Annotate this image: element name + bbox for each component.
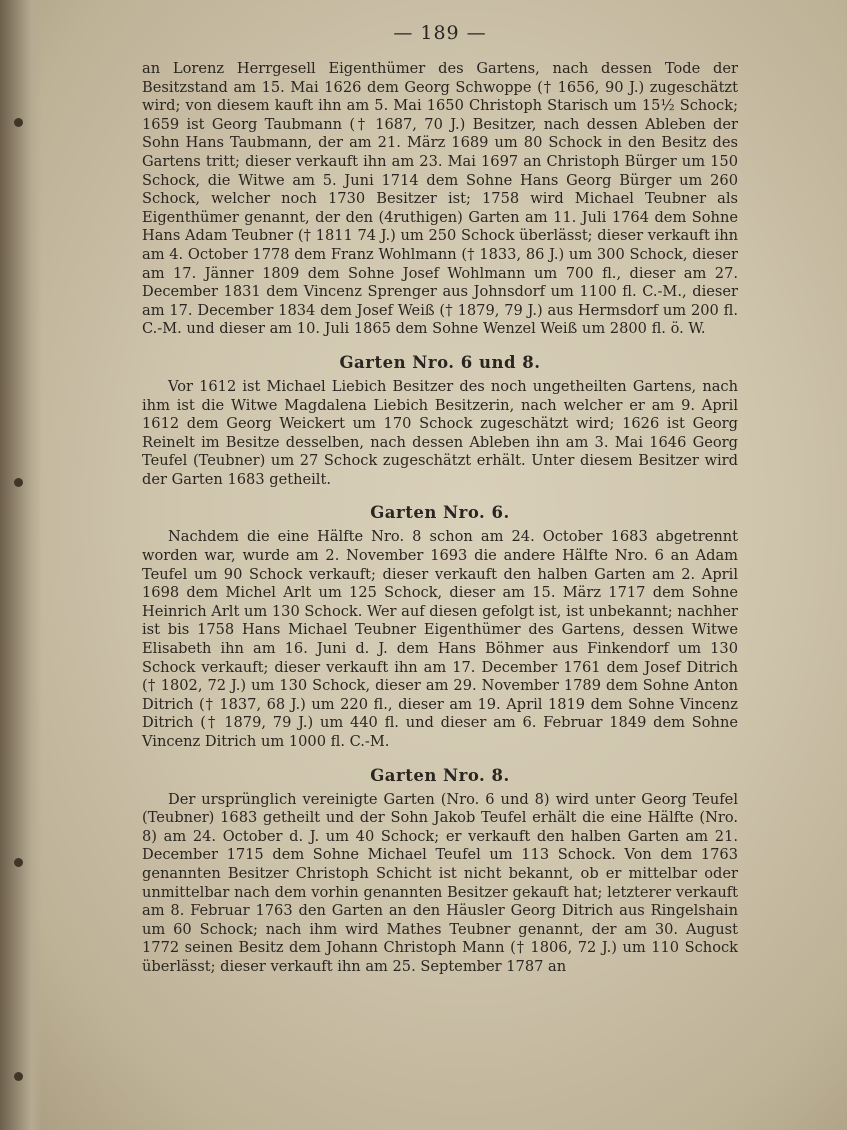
binding-hole [14, 478, 23, 487]
section-heading-garten-6-und-8: Garten Nro. 6 und 8. [339, 352, 541, 372]
section-text-garten-6-und-8: Vor 1612 ist Michael Liebich Besitzer des noch ungetheilten Gartens, nach ihm ist die Witwe Magdalena Liebich Besitzerin, nach welcher er am 9. April 1612 dem Georg Weickert um 170 Schock zugeschätzt wird; 1626 ist Georg Reinelt im Besitze desselben, nach dessen Ableben ihn am 3. Mai 1646 Georg Teufel (Teubner) um 27 Schock zugeschätzt erhält. Unter diesem Besitzer wird der Garten 1683 getheilt. [142, 377, 738, 488]
binding-hole [14, 858, 23, 867]
section-heading-garten-6: Garten Nro. 6. [370, 503, 510, 523]
page-number: — 189 — [393, 22, 487, 44]
section-text-garten-8: Der ursprünglich vereinigte Garten (Nro. 6 und 8) wird unter Georg Teufel (Teubner) 1683 getheilt und der Sohn Jakob Teufel erhält die eine Hälfte (Nro. 8) am 24. October d. J. um 40 Schock; er verkauft den halben Garten am 21. December 1715 dem Sohne Michael Teufel um 113 Schock. Von dem 1763 genannten Besitzer Christoph Schicht ist nicht bekannt, ob er mittelbar oder unmittelbar nach dem vorhin genannten Besitzer gekauft hat; letzterer verkauft am 8. Februar 1763 den Garten an den Häusler Georg Ditrich aus Ringelshain um 60 Schock; nach ihm wird Mathes Teubner genannt, der am 30. August 1772 seinen Besitz dem Johann Christoph Mann († 1806, 72 J.) um 110 Schock überlässt; dieser verkauft ihn am 25. September 1787 an [142, 790, 738, 975]
page-content [142, 22, 738, 977]
book-spine [0, 0, 42, 1130]
binding-hole [14, 118, 23, 127]
section-heading-garten-8: Garten Nro. 8. [370, 765, 510, 785]
section-text-garten-6: Nachdem die eine Hälfte Nro. 8 schon am 24. October 1683 abgetrennt worden war, wurde am 2. November 1693 die andere Hälfte Nro. 6 an Adam Teufel um 90 Schock verkauft; dieser verkauft den halben Garten am 2. April 1698 dem Michel Arlt um 125 Schock, dieser am 15. März 1717 dem Sohne Heinrich Arlt um 130 Schock. Wer auf diesen gefolgt ist, ist unbekannt; nachher ist bis 1758 Hans Michael Teubner Eigenthümer des Gartens, dessen Witwe Elisabeth ihn am 16. Juni d. J. dem Hans Böhmer aus Finkendorf um 130 Schock verkauft; dieser verkauft ihn am 17. December 1761 dem Josef Ditrich († 1802, 72 J.) um 130 Schock, dieser am 29. November 1789 dem Sohne Anton Ditrich († 1837, 68 J.) um 220 fl., dieser am 19. April 1819 dem Sohne Vincenz Ditrich († 1879, 79 J.) um 440 fl. und dieser am 6. Februar 1849 dem Sohne Vincenz Ditrich um 1000 fl. C.-M. [142, 528, 738, 750]
binding-hole [14, 1072, 23, 1081]
intro-paragraph: an Lorenz Herrgesell Eigenthümer des Gartens, nach dessen Tode der Besitzstand am 15. Mai 1626 dem Georg Schwoppe († 1656, 90 J.) zugeschätzt wird; von diesem kauft ihn am 5. Mai 1650 Christoph Starisch um 15½ Schock; 1659 ist Georg Taubmann († 1687, 70 J.) Besitzer, nach dessen Ableben der Sohn Hans Taubmann, der am 21. März 1689 um 80 Schock in den Besitz des Gartens tritt; dieser verkauft ihn am 23. Mai 1697 an Christoph Bürger um 150 Schock, die Witwe am 5. Juni 1714 dem Sohne Hans Georg Bürger um 260 Schock, welcher noch 1730 Besitzer ist; 1758 wird Michael Teubner als Eigenthümer genannt, der den (4ruthigen) Garten am 11. Juli 1764 dem Sohne Hans Adam Teubner († 1811 74 J.) um 250 Schock überlässt; dieser verkauft ihn am 4. October 1778 dem Franz Wohlmann († 1833, 86 J.) um 300 Schock, dieser am 17. Jänner 1809 dem Sohne Josef Wohlmann um 700 fl., dieser am 27. December 1831 dem Vincenz Sprenger aus Johnsdorf um 1100 fl. C.-M., dieser am 17. December 1834 dem Josef Weiß († 1879, 79 J.) aus Hermsdorf um 200 fl. C.-M. und dieser am 10. Juli 1865 dem Sohne Wenzel Weiß um 2800 fl. ö. W. [142, 60, 738, 338]
